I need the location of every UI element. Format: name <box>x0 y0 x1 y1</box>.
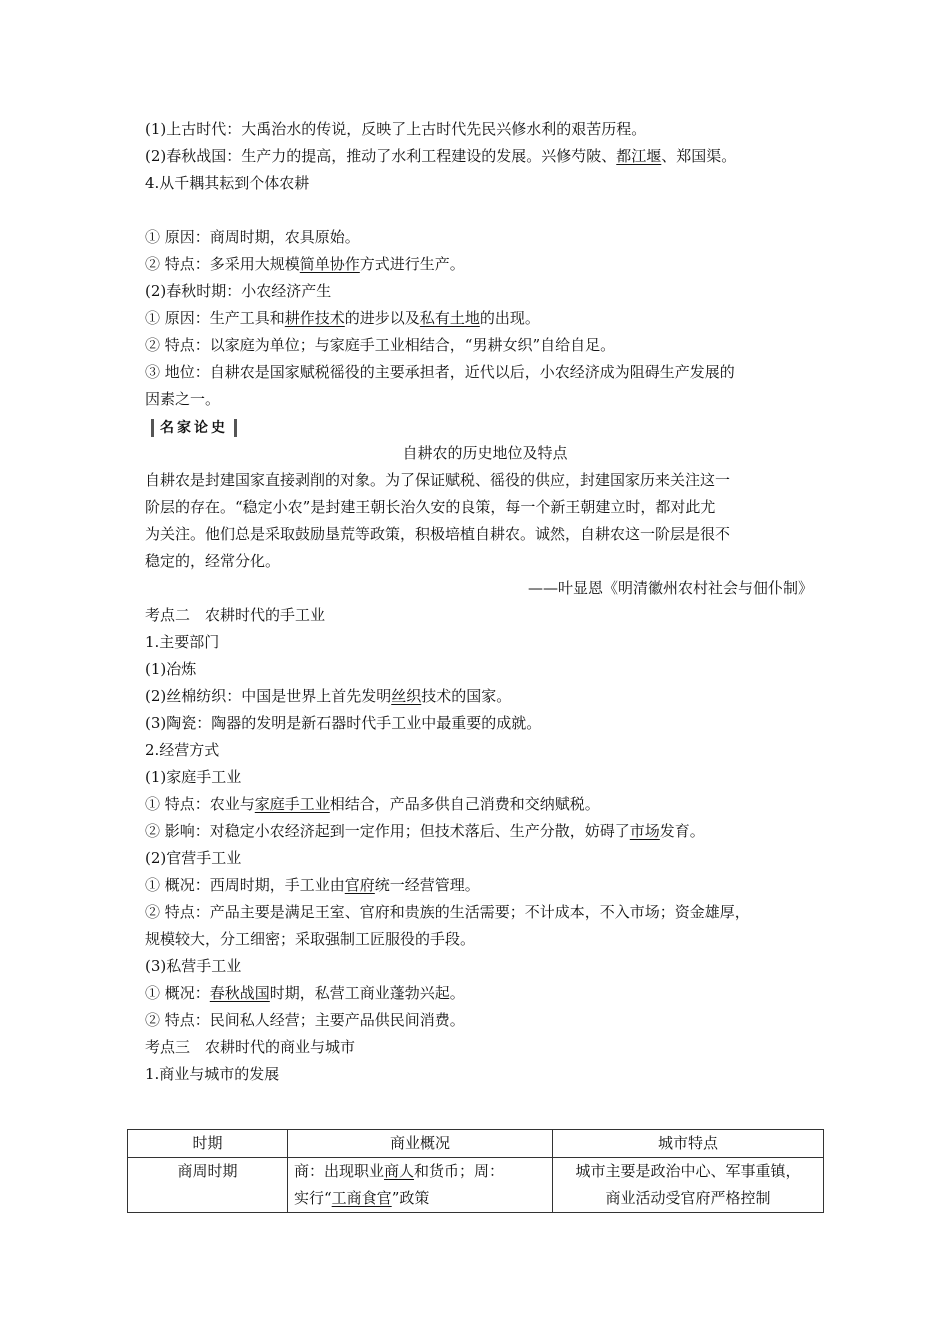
underlined-term: 工商食官 <box>331 1189 392 1207</box>
text-line: (2)官营手工业 <box>145 849 242 867</box>
text-span: 相结合，产品多供自己消费和交纳赋税。 <box>329 795 600 813</box>
badge-label: 名家论史 <box>160 419 228 436</box>
subsection-heading: 1.主要部门 <box>145 633 220 651</box>
text-line: ② 特点：民间私人经营；主要产品供民间消费。 <box>145 1011 465 1029</box>
text-span: 发育。 <box>659 822 705 840</box>
text-line <box>145 143 825 170</box>
section-badge <box>145 413 825 440</box>
text-span: ② 影响：对稳定小农经济起到一定作用；但技术落后、生产分散，妨碍了 <box>145 822 630 840</box>
text-span: 的出现。 <box>479 309 540 327</box>
badge-bar-left <box>151 419 154 437</box>
text-span: ① 特点：农业与 <box>145 795 255 813</box>
text-span: 时期，私营工商业蓬勃兴起。 <box>269 984 465 1002</box>
quote-title: 自耕农的历史地位及特点 <box>402 444 568 462</box>
quote-source: ——叶显恩《明清徽州农村社会与佃仆制》 <box>527 579 813 597</box>
table-header-cell: 城市特点 <box>553 1130 824 1158</box>
text-span: 技术的国家。 <box>421 687 512 705</box>
text-line: (3)陶瓷：陶器的发明是新石器时代手工业中最重要的成就。 <box>145 714 542 732</box>
subsection-heading: 2.经营方式 <box>145 741 220 759</box>
text-line: 因素之一。 <box>145 390 221 408</box>
text-line: (1)家庭手工业 <box>145 768 242 786</box>
underlined-term: 春秋战国 <box>209 984 270 1002</box>
quote-line: 自耕农是封建国家直接剥削的对象。为了保证赋税、徭役的供应，封建国家历来关注这一 <box>145 471 731 489</box>
subsection-heading: 1.商业与城市的发展 <box>145 1065 280 1083</box>
text-span: 、郑国渠。 <box>661 147 737 165</box>
text-line: ② 特点：产品主要是满足王室、官府和贵族的生活需要；不计成本，不入市场；资金雄厚， <box>145 903 750 921</box>
text-line: (1)上古时代：大禹治水的传说，反映了上古时代先民兴修水利的艰苦历程。 <box>145 120 647 138</box>
text-line: (1)冶炼 <box>145 660 197 678</box>
text-span: 方式进行生产。 <box>359 255 465 273</box>
text-line <box>145 305 825 332</box>
underlined-term: 家庭手工业 <box>254 795 330 813</box>
underlined-term: 丝织 <box>391 687 422 705</box>
underlined-term: 商人 <box>384 1162 415 1180</box>
text-line: (3)私营手工业 <box>145 957 242 975</box>
text-span: 商业活动受官府严格控制 <box>605 1189 771 1207</box>
text-span: ① 原因：生产工具和 <box>145 309 285 327</box>
document-body <box>145 116 825 1088</box>
text-line: (2)春秋时期：小农经济产生 <box>145 282 332 300</box>
text-line: ③ 地位：自耕农是国家赋税徭役的主要承担者，近代以后，小农经济成为阻碍生产发展的 <box>145 363 735 381</box>
badge-bar-right <box>234 419 237 437</box>
underlined-term: 官府 <box>344 876 375 894</box>
text-line: ② 特点：以家庭为单位；与家庭手工业相结合，“男耕女织”自给自足。 <box>145 336 616 354</box>
text-span: ① 概况：西周时期，手工业由 <box>145 876 345 894</box>
table-row <box>128 1158 824 1213</box>
underlined-term: 耕作技术 <box>284 309 345 327</box>
commerce-cell <box>288 1158 553 1213</box>
quote-line: 稳定的，经常分化。 <box>145 552 281 570</box>
underlined-term: 市场 <box>629 822 660 840</box>
text-line: ① 原因：商周时期，农具原始。 <box>145 228 360 246</box>
table-header-cell: 时期 <box>128 1130 288 1158</box>
text-span: 和货币；周： <box>414 1162 505 1180</box>
period-cell: 商周时期 <box>128 1158 288 1213</box>
text-line <box>145 818 825 845</box>
text-span: ① 概况： <box>145 984 210 1002</box>
underlined-term: 私有土地 <box>419 309 480 327</box>
text-line: 规模较大，分工细密；采取强制工匠服役的手段。 <box>145 930 476 948</box>
text-span: 城市主要是政治中心、军事重镇， <box>575 1162 801 1180</box>
underlined-term: 都江堰 <box>616 147 662 165</box>
city-cell <box>553 1158 824 1213</box>
text-line <box>145 980 825 1007</box>
subsection-heading: 4.从千耦其耘到个体农耕 <box>145 174 310 192</box>
text-line <box>145 683 825 710</box>
blank-gap <box>145 197 825 224</box>
underlined-term: 简单协作 <box>299 255 360 273</box>
quote-line: 为关注。他们总是采取鼓励垦荒等政策，积极培植自耕农。诚然，自耕农这一阶层是很不 <box>145 525 731 543</box>
text-span: 商：出现职业 <box>294 1162 385 1180</box>
text-line <box>145 872 825 899</box>
text-line <box>145 251 825 278</box>
text-line <box>145 791 825 818</box>
quote-line: 阶层的存在。“稳定小农”是封建王朝长治久安的良策，每一个新王朝建立时，都对此尤 <box>145 498 716 516</box>
commerce-city-table <box>127 1129 824 1213</box>
section-heading: 考点二 农耕时代的手工业 <box>145 606 326 624</box>
text-span: 的进步以及 <box>344 309 420 327</box>
text-span: 实行“ <box>294 1189 332 1207</box>
text-span: (2)丝棉纺织：中国是世界上首先发明 <box>145 687 392 705</box>
text-span: ”政策 <box>391 1189 430 1207</box>
text-span: ② 特点：多采用大规模 <box>145 255 300 273</box>
table-header-cell: 商业概况 <box>288 1130 553 1158</box>
section-heading: 考点三 农耕时代的商业与城市 <box>145 1038 356 1056</box>
text-span: (2)春秋战国：生产力的提高，推动了水利工程建设的发展。兴修芍陂、 <box>145 147 617 165</box>
text-span: 统一经营管理。 <box>374 876 480 894</box>
table-header-row <box>128 1130 824 1158</box>
